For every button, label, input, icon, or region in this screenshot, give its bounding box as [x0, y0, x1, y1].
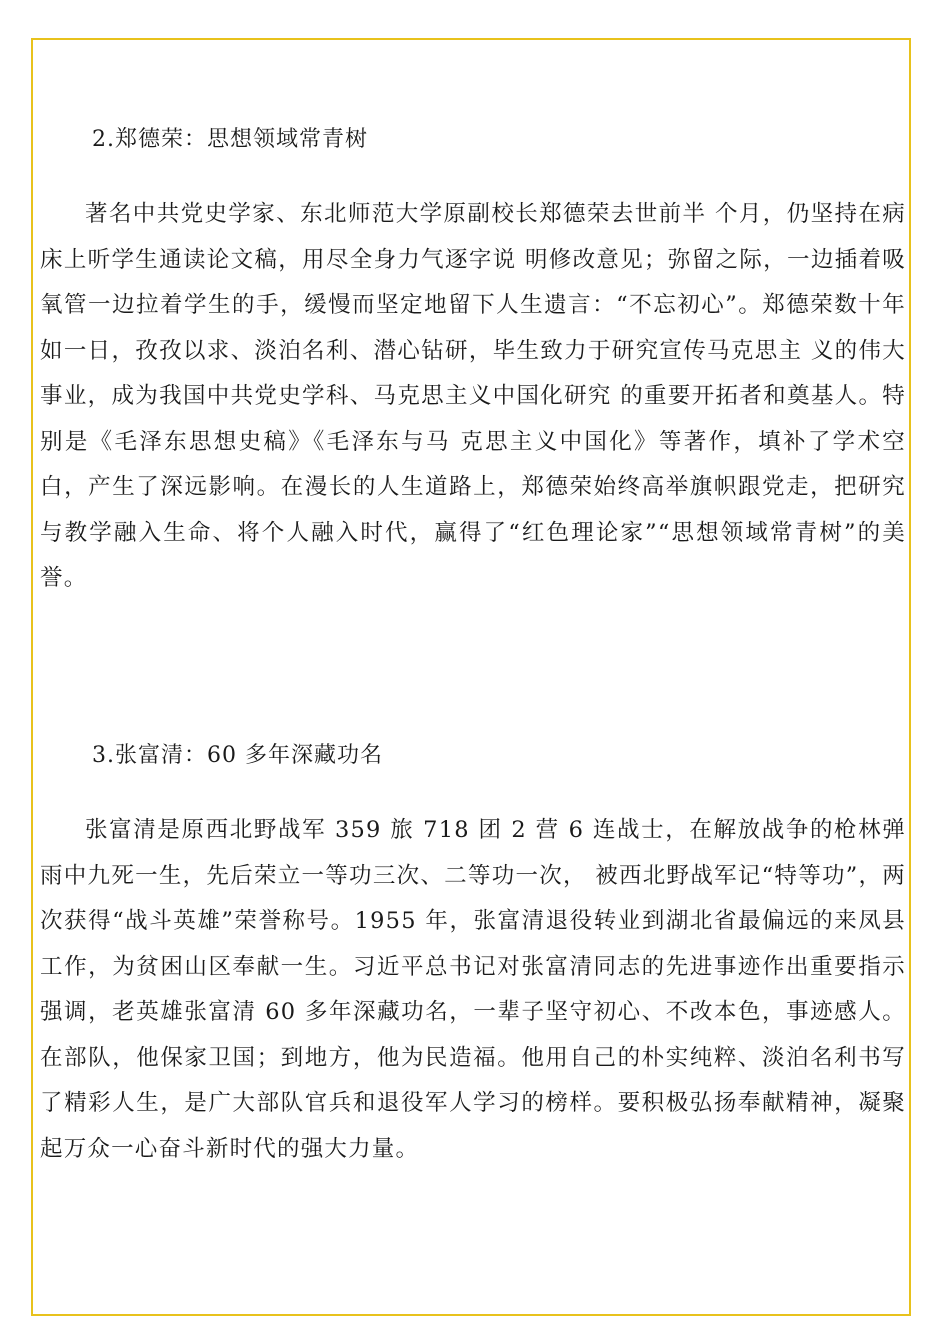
section-heading: 3.张富清：60 多年深藏功名 [92, 743, 383, 768]
section-paragraph: 张富清是原西北野战军 359 旅 718 团 2 营 6 连战士，在解放战争的枪林弹雨中九死一生，先后荣立一等功三次、二等功一次， 被西北野战军记“特等功”，两次获得“战斗英雄”荣誉称号。1955 年，张富清退役转业到湖北省最偏远的来凤县工作，为贫困山区奉献一生。习近平总书记对张富清同志的先进事迹作出重要指示强调，老英雄张富清 60 多年深藏功名，一辈子坚守初心、不改本色，事迹感人。在部队，他保家卫国；到地方，他为民造福。他用自己的朴实纯粹、淡泊名利书写了精彩人生，是广大部队官兵和退役军人学习的榜样。要积极弘扬奉献精神，凝聚起万众一心奋斗新时代的强大力量。 [40, 817, 906, 1162]
section-zhang-fuqing [40, 740, 906, 1172]
section-heading: 2.郑德荣：思想领域常青树 [92, 127, 368, 152]
section-paragraph: 著名中共党史学家、东北师范大学原副校长郑德荣去世前半 个月，仍坚持在病床上听学生通读论文稿，用尽全身力气逐字说 明修改意见；弥留之际，一边插着吸氧管一边拉着学生的手，缓慢而坚定地留下人生遗言：“不忘初心”。郑德荣数十年如一日，孜孜以求、淡泊名利、潜心钻研，毕生致力于研究宣传马克思主 义的伟大事业，成为我国中共党史学科、马克思主义中国化研究 的重要开拓者和奠基人。特别是《毛泽东思想史稿》《毛泽东与马 克思主义中国化》等著作，填补了学术空白，产生了深远影响。在漫长的人生道路上，郑德荣始终高举旗帜跟党走，把研究与教学融入生命、将个人融入时代，赢得了“红色理论家”“思想领域常青树”的美誉。 [40, 201, 906, 591]
section-zheng-derong [40, 124, 906, 602]
